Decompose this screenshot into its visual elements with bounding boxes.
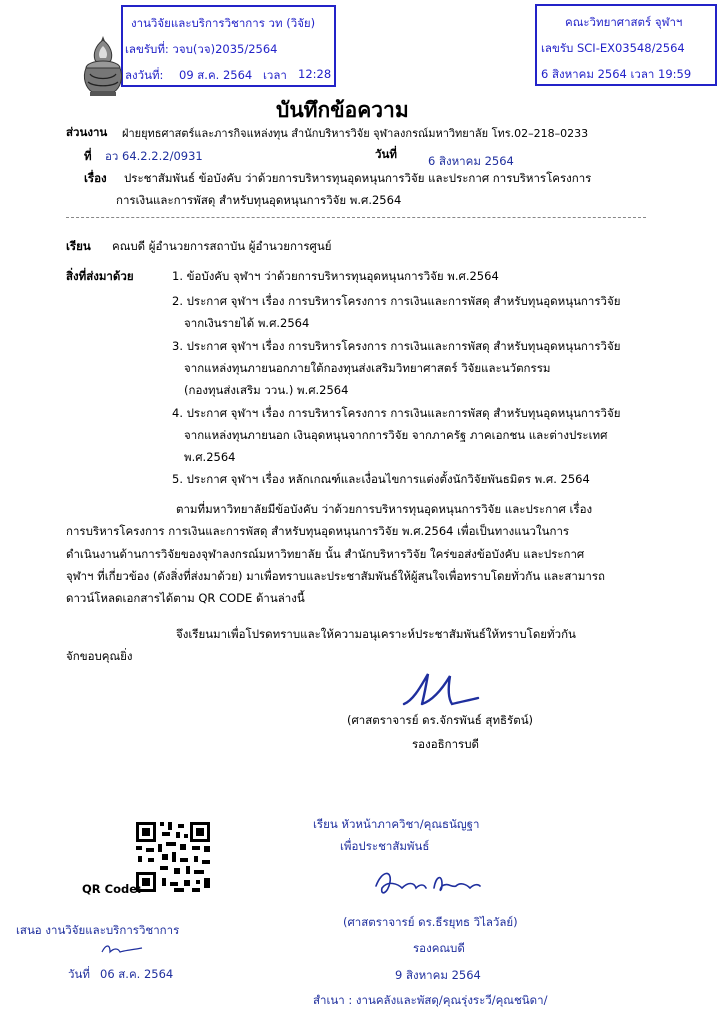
ref-label: ที่: [84, 149, 92, 163]
enclosure-line: จากแหล่งทุนภายนอกภายใต้กองทุนส่งเสริมวิทยาศาสตร์ วิจัยและนวัตกรรม: [184, 361, 551, 375]
stamp-left-date-label: ลงวันที่:: [125, 68, 164, 82]
enclosure-line: 3. ประกาศ จุฬาฯ เรื่อง การบริหารโครงการ การเงินและการพัสดุ สำหรับทุนอุดหนุนการวิจัย: [172, 339, 621, 353]
university-emblem-logo: [78, 34, 128, 98]
signature-deputy-dean: [372, 866, 482, 902]
stamp-left-time-label: เวลา: [263, 68, 287, 82]
body-line: จุฬาฯ ที่เกี่ยวข้อง (ดังสิ่งที่ส่งมาด้วย) มาเพื่อทราบและประชาสัมพันธ์ให้ผู้สนใจเพื่อทราบโดยทั่วกัน และสามารถ: [66, 569, 606, 583]
enclosure-line: 1. ข้อบังคับ จุฬาฯ ว่าด้วยการบริหารทุนอุดหนุนการวิจัย พ.ศ.2564: [172, 269, 499, 283]
enclosure-line: (กองทุนส่งเสริม ววน.) พ.ศ.2564: [184, 383, 349, 397]
forward-date-label: วันที่: [68, 967, 90, 981]
routing-to-line: เรียน หัวหน้าภาควิชา/คุณธนัญฐา: [313, 817, 480, 831]
stamp-right-unit: คณะวิทยาศาสตร์ จุฬาฯ: [565, 15, 683, 29]
forward-line: เสนอ งานวิจัยและบริการวิชาการ: [16, 923, 180, 937]
stamp-left-received-no: เลขรับที่: วจบ(วจ)2035/2564: [125, 42, 278, 56]
body-line: การบริหารโครงการ การเงินและการพัสดุ สำหรับทุนอุดหนุนการวิจัย พ.ศ.2564 เพื่อเป็นทางแนวในการ: [66, 524, 570, 538]
agency-label: ส่วนงาน: [66, 125, 108, 139]
enclosure-line: 4. ประกาศ จุฬาฯ เรื่อง การบริหารโครงการ การเงินและการพัสดุ สำหรับทุนอุดหนุนการวิจัย: [172, 406, 621, 420]
routing-cc: สำเนา : งานคลังและพัสดุ/คุณรุ่งระวี/คุณชนิดา/: [313, 993, 548, 1007]
qr-code-image: [134, 820, 212, 894]
received-stamp-right: [535, 4, 717, 86]
routing-signer-position: รองคณบดี: [413, 941, 465, 955]
stamp-right-datetime: 6 สิงหาคม 2564 เวลา 19:59: [541, 67, 692, 81]
enclosures-label: สิ่งที่ส่งมาด้วย: [66, 269, 134, 283]
enclosure-line: จากแหล่งทุนภายนอก เงินอุดหนุนจากการวิจัย จากภาครัฐ ภาคเอกชน และต่างประเทศ: [184, 428, 608, 442]
date-label: วันที่: [375, 147, 397, 161]
qr-code-label: QR Code:: [82, 882, 142, 896]
body-line: ดำเนินงานด้านการวิจัยของจุฬาลงกรณ์มหาวิทยาลัย นั้น สำนักบริหารวิจัย ใคร่ขอส่งข้อบังคับ และประกาศ: [66, 547, 585, 561]
body-line: ดาวน์โหลดเอกสารได้ตาม QR CODE ด้านล่างนี้: [66, 591, 305, 605]
enclosure-line: 2. ประกาศ จุฬาฯ เรื่อง การบริหารโครงการ การเงินและการพัสดุ สำหรับทุนอุดหนุนการวิจัย: [172, 294, 621, 308]
subject-line-1: ประชาสัมพันธ์ ข้อบังคับ ว่าด้วยการบริหารทุนอุดหนุนการวิจัย และประกาศ การบริหารโครงการ: [124, 171, 592, 185]
received-stamp-left: [121, 5, 336, 87]
signer-name: (ศาสตราจารย์ ดร.จักรพันธ์ สุทธิรัตน์): [347, 713, 534, 727]
signer-position: รองอธิการบดี: [412, 737, 479, 751]
initials-mark: [100, 942, 144, 956]
enclosure-line: พ.ศ.2564: [184, 450, 236, 464]
body-line: จึงเรียนมาเพื่อโปรดทราบและให้ความอนุเคราะห์ประชาสัมพันธ์ให้ทราบโดยทั่วกัน: [176, 627, 576, 641]
routing-purpose: เพื่อประชาสัมพันธ์: [340, 839, 430, 853]
header-divider: [66, 217, 646, 218]
to-label: เรียน: [66, 239, 91, 253]
page-title: บันทึกข้อความ: [276, 98, 409, 122]
to-value: คณบดี ผู้อำนวยการสถาบัน ผู้อำนวยการศูนย์: [112, 239, 332, 253]
subject-label: เรื่อง: [84, 171, 107, 185]
stamp-left-date: 09 ส.ค. 2564: [179, 68, 253, 82]
stamp-right-received-no: เลขรับ SCI-EX03548/2564: [541, 41, 685, 55]
enclosure-line: 5. ประกาศ จุฬาฯ เรื่อง หลักเกณฑ์และเงื่อนไขการแต่งตั้งนักวิจัยพันธมิตร พ.ศ. 2564: [172, 472, 590, 486]
stamp-left-unit: งานวิจัยและบริการวิชาการ วท (วิจัย): [131, 16, 316, 30]
ref-value: อว 64.2.2.2/0931: [105, 149, 203, 163]
body-line: จักขอบคุณยิ่ง: [66, 649, 133, 663]
routing-date: 9 สิงหาคม 2564: [395, 968, 481, 982]
routing-signer-name: (ศาสตราจารย์ ดร.ธีรยุทธ วิไลวัลย์): [343, 915, 518, 929]
agency-value: ฝ่ายยุทธศาสตร์และภารกิจแหล่งทุน สำนักบริหารวิจัย จุฬาลงกรณ์มหาวิทยาลัย โทร.02–218–0233: [122, 127, 589, 140]
forward-date-value: 06 ส.ค. 2564: [100, 967, 174, 981]
stamp-left-time: 12:28: [298, 67, 332, 81]
body-line: ตามที่มหาวิทยาลัยมีข้อบังคับ ว่าด้วยการบริหารทุนอุดหนุนการวิจัย และประกาศ เรื่อง: [176, 502, 593, 516]
subject-line-2: การเงินและการพัสดุ สำหรับทุนอุดหนุนการวิจัย พ.ศ.2564: [116, 193, 402, 207]
date-value: 6 สิงหาคม 2564: [428, 154, 514, 168]
enclosure-line: จากเงินรายได้ พ.ศ.2564: [184, 316, 310, 330]
signature-vice-president: [400, 670, 480, 710]
